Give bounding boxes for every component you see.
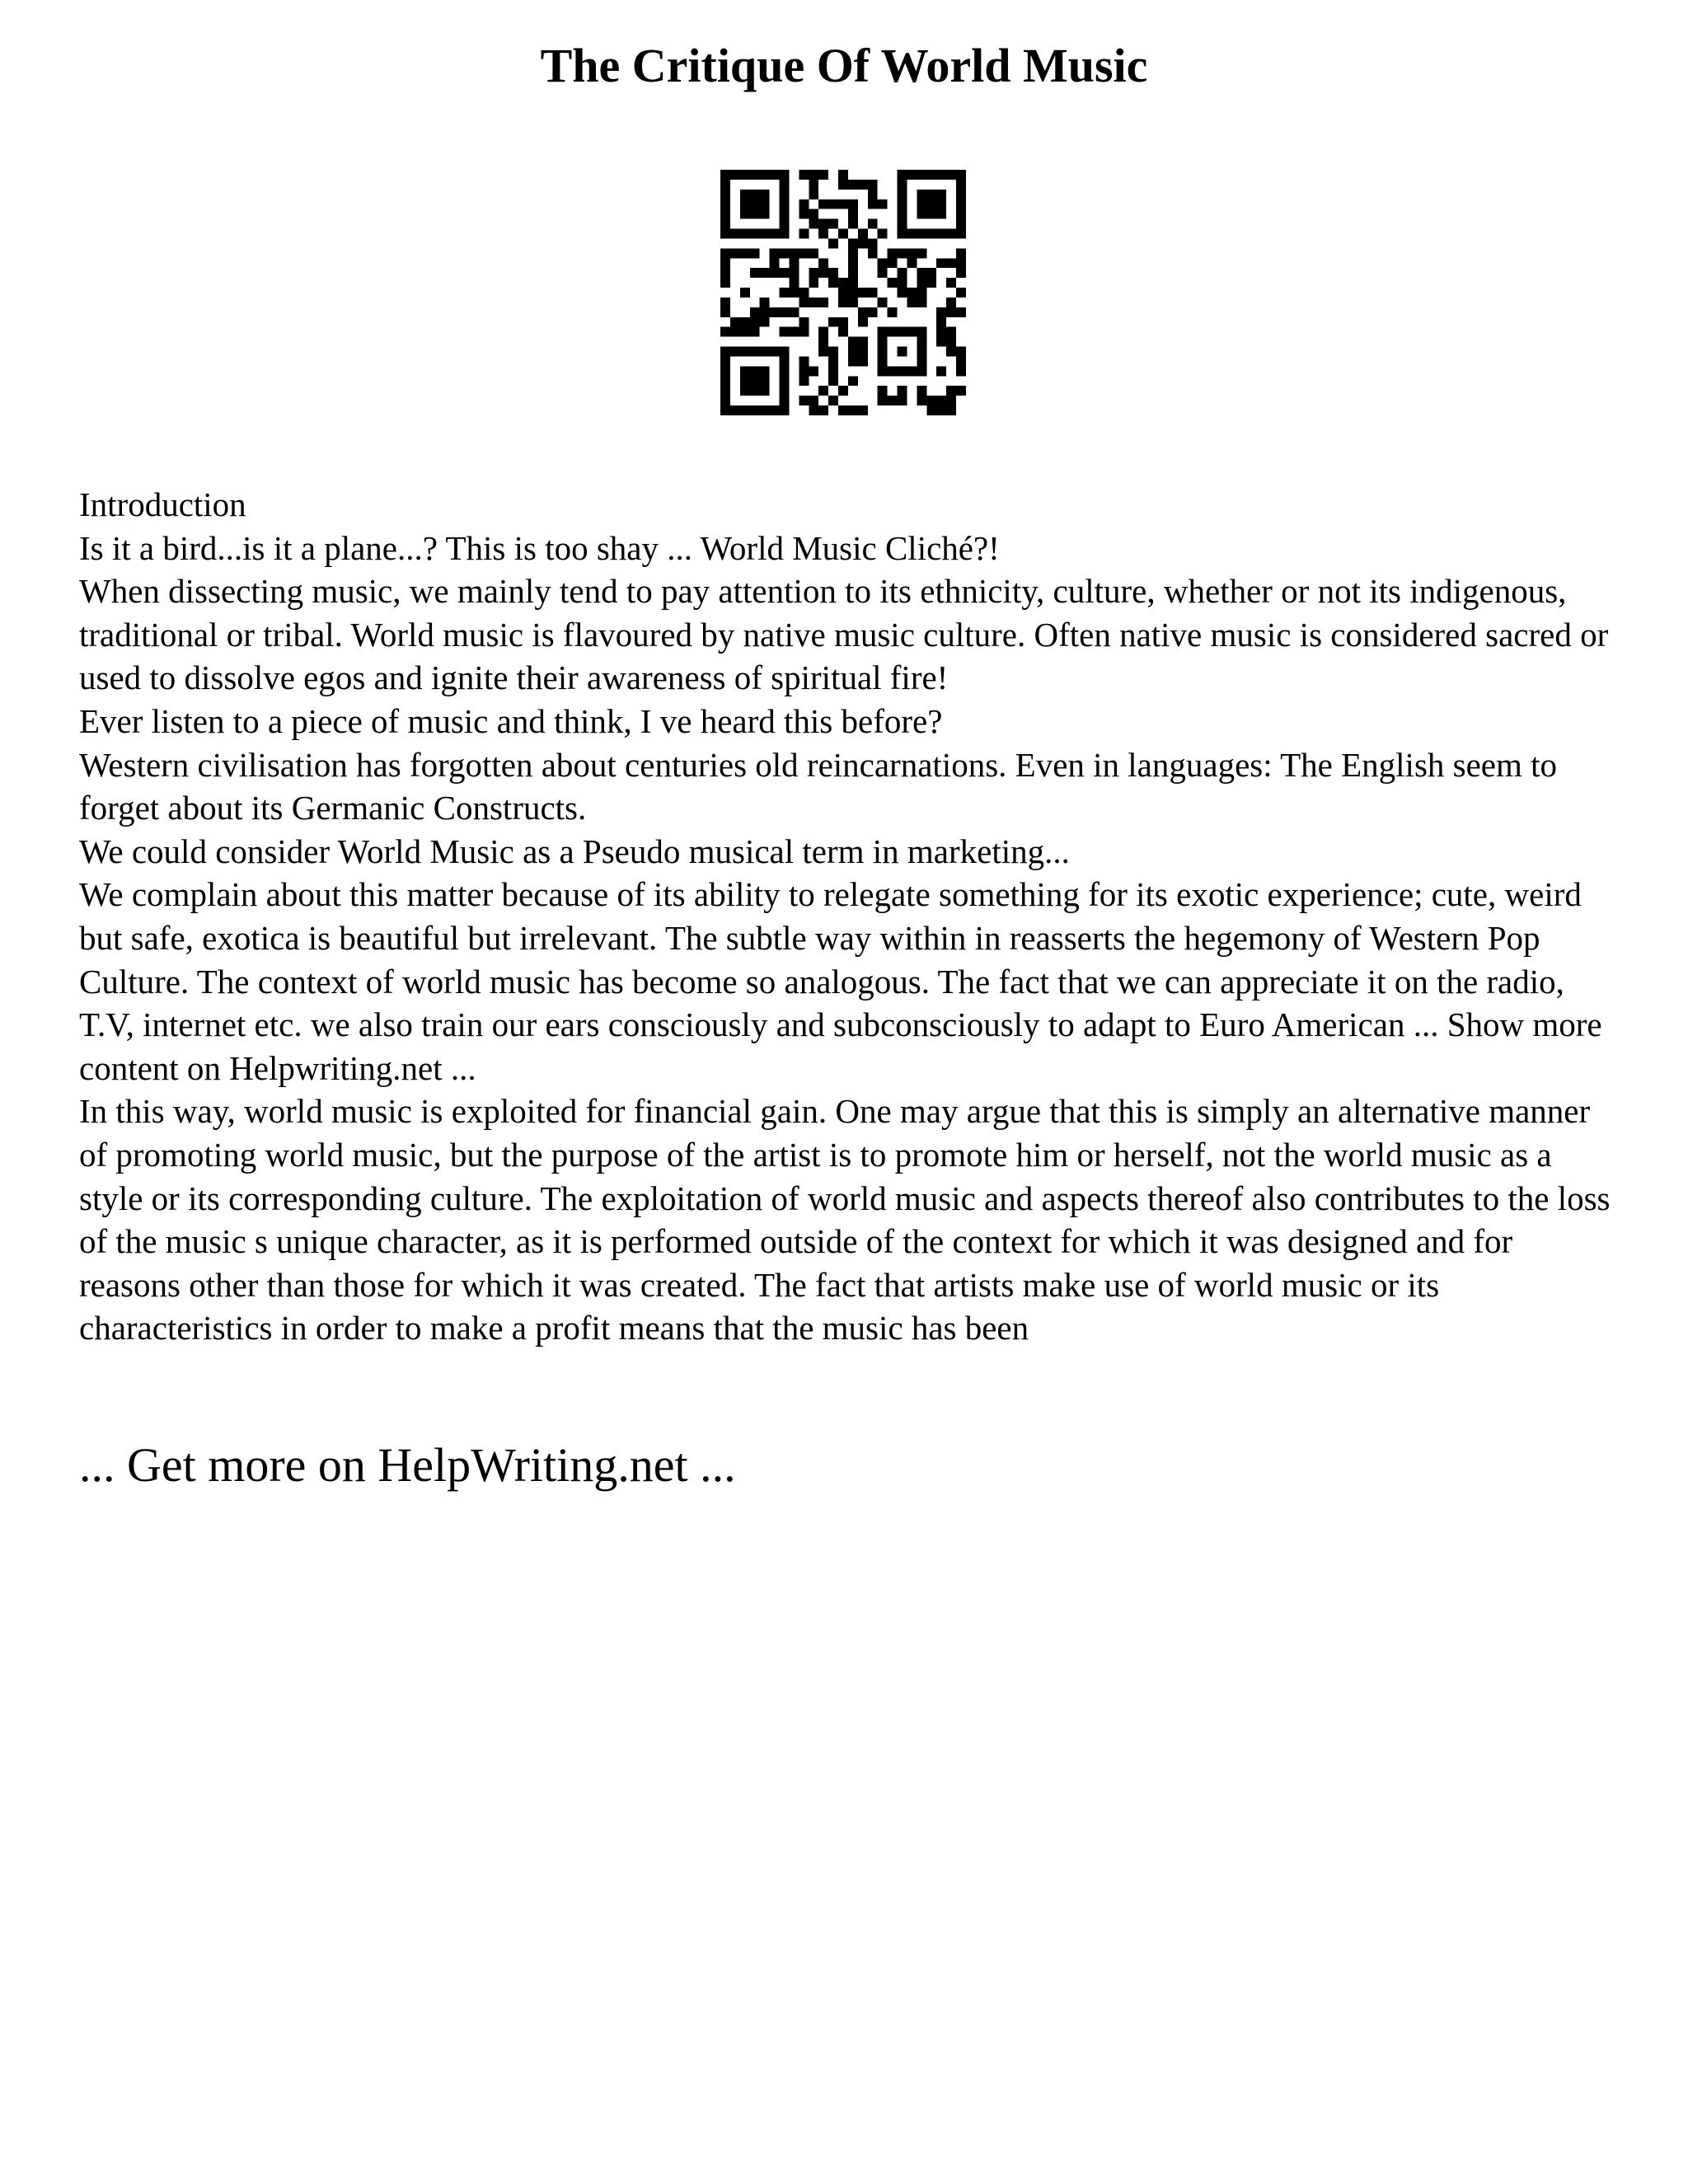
article-body bbox=[79, 483, 1612, 1350]
get-more-link[interactable]: ... Get more on HelpWriting.net ... bbox=[79, 1438, 736, 1492]
qr-code-icon bbox=[720, 170, 966, 415]
paragraph: In this way, world music is exploited for financial gain. One may argue that this is simply an alternative manner of promoting world music, but the purpose of the artist is to promote him or herself, not the world music as a style or its corresponding culture. The exploitation of world music and aspects thereof also contributes to the loss of the music s unique character, as it is performed outside of the context for which it was designed and for reasons other than those for which it was created. The fact that artists make use of world music or its characteristics in order to make a profit means that the music has been bbox=[79, 1092, 1611, 1347]
paragraph: Western civilisation has forgotten about centuries old reincarnations. Even in languages: The English seem to forget about its Germanic Constructs. bbox=[79, 745, 1558, 827]
paragraph: Is it a bird...is it a plane...? This is too shay ... World Music Cliché?! bbox=[79, 528, 1000, 567]
page-title: The Critique Of World Music bbox=[540, 39, 1148, 92]
paragraph: When dissecting music, we mainly tend to pay attention to its ethnicity, culture, whether or not its indigenous, traditional or tribal. World music is flavoured by native music culture. Often native music is considered sacred or used to dissolve egos and ignite their awareness of spiritual fire! bbox=[79, 572, 1609, 697]
paragraph: We could consider World Music as a Pseudo musical term in marketing... bbox=[79, 832, 1070, 870]
paragraph: We complain about this matter because of its ability to relegate something for its exotic experience; cute, weird but safe, exotica is beautiful but irrelevant. The subtle way within in reasserts the hegemony of Western Pop Culture. The context of world music has become so analogous. The fact that we can appreciate it on the radio, T.V, internet etc. we also train our ears consciously and subconsciously to adapt to Euro American ... Show more content on Helpwriting.net ... bbox=[79, 875, 1602, 1087]
section-heading: Introduction bbox=[79, 485, 246, 523]
paragraph: Ever listen to a piece of music and think, I ve heard this before? bbox=[79, 701, 943, 740]
